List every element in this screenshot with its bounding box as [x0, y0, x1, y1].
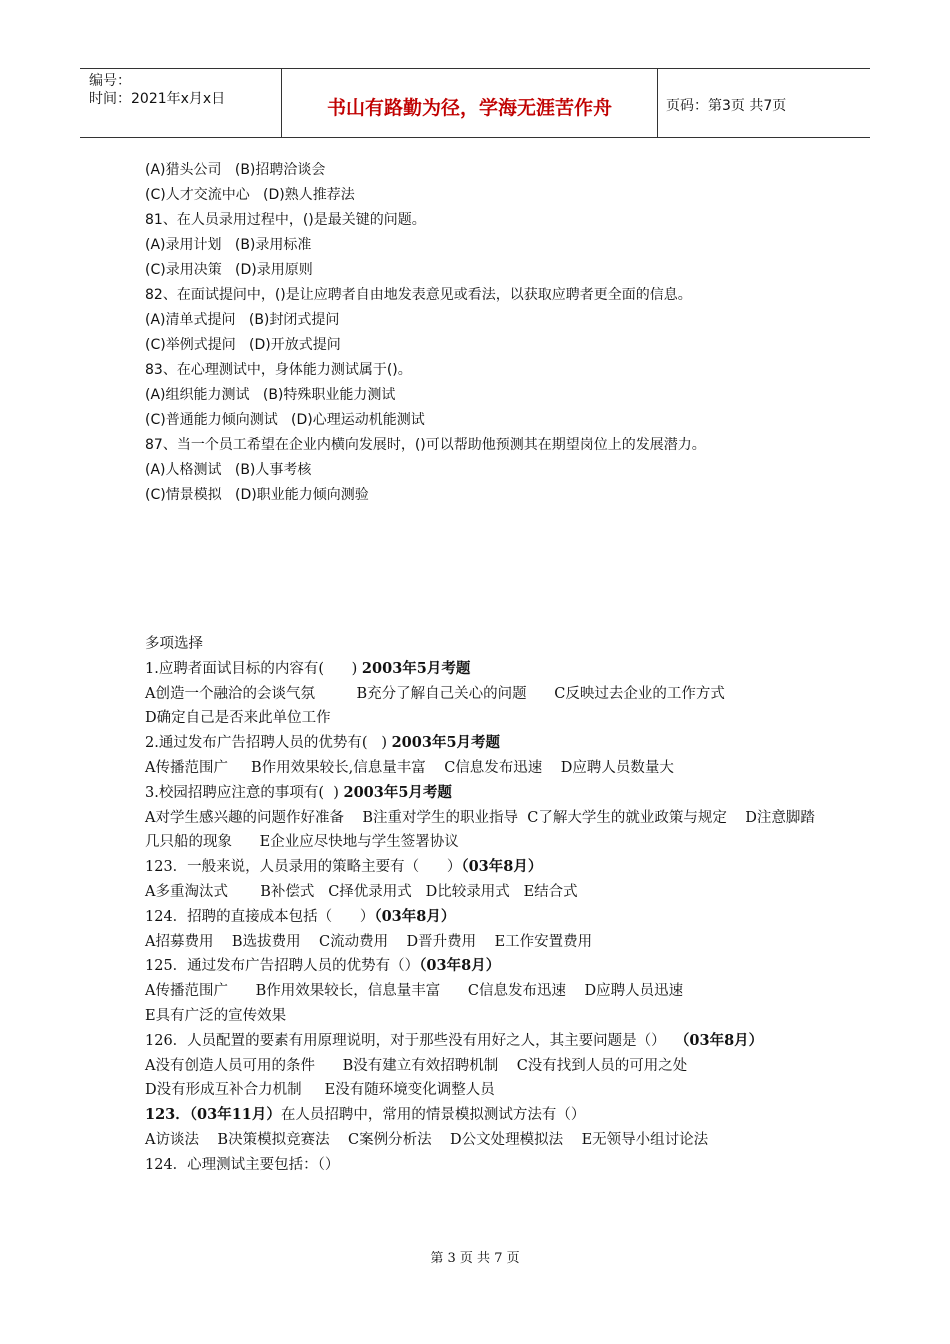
question-line: 82、在面试提问中，()是让应聘者自由地发表意见或看法，以获取应聘者更全面的信息。 — [145, 287, 692, 303]
options-line: D没有形成互补合力机制 E没有随环境变化调整人员 — [145, 1082, 495, 1099]
question-line: (A)组织能力测试 (B)特殊职业能力测试 — [145, 387, 396, 403]
question-line: (A)人格测试 (B)人事考核 — [145, 462, 312, 478]
options-line: A传播范围广 B作用效果较长，信息量丰富 C信息发布迅速 D应聘人员迅速 — [145, 983, 684, 1000]
question-line: (A)猎头公司 (B)招聘洽谈会 — [145, 162, 326, 178]
exam-tag: （03年8月） — [674, 1031, 764, 1049]
doc-date-label: 时间：2021年x月x日 — [89, 91, 226, 107]
question-line: 1.应聘者面试目标的内容有( ) 2003年5月考题 — [145, 659, 471, 677]
options-line: A访谈法 B决策模拟竞赛法 C案例分析法 D公文处理模拟法 E无领导小组讨论法 — [145, 1131, 709, 1148]
question-line: 3.校园招聘应注意的事项有( ) 2003年5月考题 — [145, 783, 452, 801]
question-line: 125．通过发布广告招聘人员的优势有（）（03年8月） — [145, 957, 501, 975]
options-line: D确定自己是否来此单位工作 — [145, 710, 331, 727]
options-line: A传播范围广 B作用效果较长,信息量丰富 C信息发布迅速 D应聘人员数量大 — [145, 759, 674, 776]
options-line: A创造一个融洽的会谈气氛 B充分了解自己关心的问题 C反映过去企业的工作方式 — [145, 685, 725, 702]
question-line: 124．招聘的直接成本包括（ ）（03年8月） — [145, 907, 456, 925]
question-line: 83、在心理测试中，身体能力测试属于()。 — [145, 362, 412, 378]
options-line: A多重淘汰式 B补偿式 C择优录用式 D比较录用式 E结合式 — [145, 883, 578, 900]
exam-tag: 2003年5月考题 — [361, 659, 471, 677]
header-page-number: 页码：第3页 共7页 — [666, 98, 787, 114]
question-line: (C)普通能力倾向测试 (D)心理运动机能测试 — [145, 412, 425, 428]
exam-tag: （03年8月） — [374, 907, 456, 925]
exam-tag: 2003年5月考题 — [343, 783, 452, 801]
question-line: (C)举例式提问 (D)开放式提问 — [145, 337, 341, 353]
question-line: 87、当一个员工希望在企业内横向发展时，()可以帮助他预测其在期望岗位上的发展潜力。 — [145, 437, 706, 453]
question-line: (C)人才交流中心 (D)熟人推荐法 — [145, 187, 355, 203]
section-heading: 多项选择 — [145, 636, 203, 652]
question-line: (C)录用决策 (D)录用原则 — [145, 262, 313, 278]
page-footer: 第 3 页 共 7 页 — [430, 1251, 520, 1266]
question-line: 81、在人员录用过程中，()是最关键的问题。 — [145, 212, 426, 228]
question-line: 2.通过发布广告招聘人员的优势有( ) 2003年5月考题 — [145, 734, 501, 752]
exam-tag: （03年8月） — [419, 957, 501, 975]
question-line: 123．（03年11月）在人员招聘中，常用的情景模拟测试方法有（） — [145, 1106, 586, 1124]
multiple-choice-section — [145, 632, 815, 1178]
question-line: (A)录用计划 (B)录用标准 — [145, 237, 312, 253]
question-line: (C)情景模拟 (D)职业能力倾向测验 — [145, 487, 369, 503]
exam-tag: （03年8月） — [461, 858, 543, 876]
question-line: (A)清单式提问 (B)封闭式提问 — [145, 312, 340, 328]
single-choice-section — [145, 158, 815, 508]
header-meta — [80, 69, 282, 137]
page-header — [80, 68, 870, 138]
options-line: A没有创造人员可用的条件 B没有建立有效招聘机制 C没有找到人员的可用之处 — [145, 1057, 688, 1074]
question-line: 123．一般来说，人员录用的策略主要有（ ）（03年8月） — [145, 858, 543, 876]
exam-tag: 123．（03年11月） — [145, 1106, 281, 1124]
question-line: 126．人员配置的要素有用原理说明，对于那些没有用好之人，其主要问题是（） （03年8月） — [145, 1031, 764, 1049]
header-motto: 书山有路勤为径，学海无涯苦作舟 — [282, 69, 658, 137]
options-line: E具有广泛的宣传效果 — [145, 1007, 287, 1024]
doc-number-label: 编号： — [89, 73, 131, 89]
options-line: A招募费用 B选拔费用 C流动费用 D晋升费用 E工作安置费用 — [145, 933, 593, 950]
exam-tag: 2003年5月考题 — [391, 734, 501, 752]
question-line: 124．心理测试主要包括：（） — [145, 1156, 340, 1173]
options-line: A对学生感兴趣的问题作好准备 B注重对学生的职业指导 C了解大学生的就业政策与规定 D注意脚踏几只船的现象 E企业应尽快地与学生签署协议 — [145, 809, 815, 851]
